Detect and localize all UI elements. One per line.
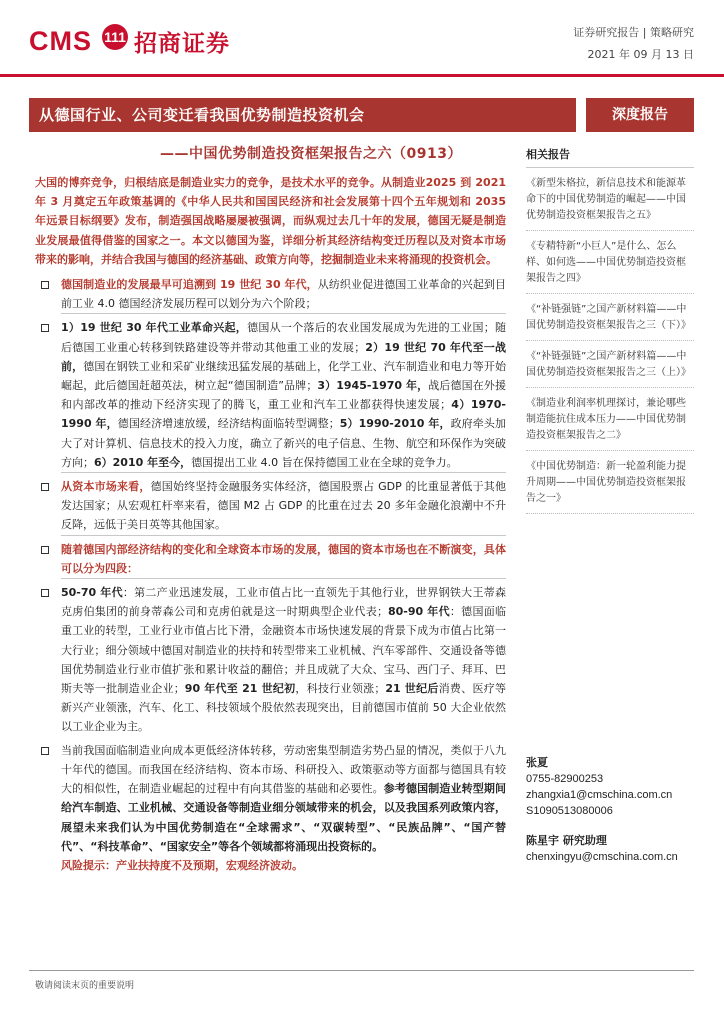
stage-5-text: 政府牵头加大了对计算机、信息技术的投入力度，确立了新兴的电子信息、生物、航空和环保作为突破方向； — [61, 417, 506, 469]
header-divider — [0, 74, 724, 77]
bullet-square-icon — [41, 589, 49, 597]
sidebar-heading: 相关报告 — [526, 147, 694, 168]
analyst-2-email[interactable]: chenxingyu@cmschina.com.cn — [526, 851, 678, 863]
title-band — [29, 98, 576, 132]
period-4-text: 消费、医疗等新兴产业领涨，汽车、化工、科技领域个股依然表现突出，目前德国市值前 50 大企业依然以工业企业为主。 — [61, 682, 507, 734]
divider — [61, 535, 506, 536]
header-meta — [573, 22, 694, 66]
stage-4-text: 德国经济增速放缓，经济结构面临转型调整； — [117, 417, 340, 431]
stage-1-label: 1）19 世纪 30 年代工业革命兴起， — [61, 321, 248, 335]
report-type: 证券研究报告 | 策略研究 — [573, 26, 694, 39]
bullet-history — [35, 275, 506, 313]
related-report-link[interactable]: 《新型朱格拉，新信息技术和能源革命下的中国优势制造的崛起——中国优势制造投资框架报告之五》 — [526, 176, 694, 231]
bullet-square-icon — [41, 546, 49, 554]
bullet-stages — [35, 318, 506, 472]
period-2-label: 80-90 年代 — [388, 605, 450, 619]
analyst-1-name: 张夏 — [526, 756, 548, 769]
divider — [61, 472, 506, 473]
stage-3-label: 3）1945-1970 年， — [317, 379, 429, 393]
analyst-info — [526, 755, 694, 865]
outlook-highlight: 参考德国制造业转型期间给汽车制造、工业机械、交通设备等制造业细分领域带来的机会，以及我国系列政策内容，展望未来我们认为中国优势制造在“全球需求”、“双碳转型”、“民族品牌”、“国产替代”、“科技革命”、“国家安全”等各个领域都将涌现出投资标的。 — [61, 782, 506, 853]
bullet-periods — [35, 583, 506, 737]
divider — [61, 578, 506, 579]
bullet-square-icon — [41, 324, 49, 332]
stage-3-text: 战后德国在外援和内部改革的推动下经济实现了的腾飞，重工业和汽车工业都获得快速发展； — [61, 379, 507, 412]
related-report-link[interactable]: 《中国优势制造：新一轮盈利能力提升周期——中国优势制造投资框架报告之一》 — [526, 459, 694, 514]
logo-company-name: 招商证券 — [134, 31, 230, 57]
risk-warning: 风险提示：产业扶持度不及预期，宏观经济波动。 — [61, 858, 303, 872]
main-column — [35, 173, 506, 875]
analyst-2-name: 陈星宇 研究助理 — [526, 834, 607, 847]
analyst-1-phone: 0755-82900253 — [526, 773, 604, 785]
stage-6-text: 德国提出工业 4.0 旨在保持德国工业在全球的竞争力。 — [191, 455, 458, 469]
stage-1-text: 德国从一个落后的农业国发展成为先进的工业国；随后德国工业重心转移到铁路建设等并带动其他重工业的发展； — [61, 321, 507, 354]
logo-emblem-icon: 111 — [102, 24, 128, 50]
bullet-square-icon — [41, 281, 49, 289]
logo-cms: CMS — [29, 26, 92, 56]
report-title: 从德国行业、公司变迁看我国优势制造投资机会 — [39, 106, 365, 124]
period-1-label: 50-70 年代 — [61, 586, 123, 600]
bullet-outlook — [35, 741, 506, 875]
stage-4-label: 4）1970-1990 年， — [61, 398, 507, 431]
related-report-link[interactable]: 《“补链强链”之国产新材料篇——中国优势制造投资框架报告之三（上）》 — [526, 349, 694, 388]
bullet-text: 从纺织业促进德国工业革命的兴起到目前工业 4.0 德国经济发展历程可以划分为六个阶段； — [61, 278, 507, 311]
bullet-lead: 德国制造业的发展最早可追溯到 19 世纪 30 年代， — [61, 278, 318, 292]
bullet-square-icon — [41, 483, 49, 491]
analyst-1-email[interactable]: zhangxia1@cmschina.com.cn — [526, 789, 673, 801]
report-date: 2021 年 09 月 13 日 — [587, 48, 694, 61]
sidebar-related-reports — [526, 147, 694, 514]
bullet-text: 随着德国内部经济结构的变化和全球资本市场的发展，德国的资本市场也在不断演变，具体可以分为四段： — [61, 542, 506, 575]
report-subtitle: ——中国优势制造投资框架报告之六（0913） — [160, 146, 462, 162]
outlook-text: 当前我国面临制造业向成本更低经济体转移，劳动密集型制造劣势凸显的情况，类似于八九十年代的德国。而我国在经济结构、资本市场、科研投入、政策驱动等方面都与德国具有较大的相似性，在制造业崛起的过程中有向其借鉴的基础和必要性。 — [61, 743, 506, 796]
stage-2-text: 德国在钢铁工业和采矿业继续迅猛发展的基础上，化学工业、汽车制造业和电力等开始崛起，此后德国赶超英法，树立起“德国制造”品牌； — [61, 359, 507, 393]
bullet-capital-market — [35, 477, 506, 535]
period-3-label: 90 年代至 21 世纪初 — [184, 682, 296, 696]
bullet-lead: 从资本市场来看， — [61, 480, 151, 494]
bullet-text: 德国始终坚持金融服务实体经济，德国股票占 GDP 的比重显著低于其他发达国家；从宏观杠杆率来看，德国 M2 占 GDP 的比重在过去 20 多年金融化浪潮中不升反降，远低于美日英等其他国家。 — [61, 480, 507, 532]
bullet-square-icon — [41, 747, 49, 755]
footer-divider — [29, 970, 694, 971]
bullet-evolution — [35, 540, 506, 578]
related-report-link[interactable]: 《制造业利润率机理探讨，兼论哪些制造能抗住成本压力——中国优势制造投资框架报告之二》 — [526, 396, 694, 451]
analyst-1-cert: S1090513080006 — [526, 805, 613, 817]
stage-2-label: 2）19 世纪 70 年代至一战前， — [61, 340, 507, 373]
report-tag: 深度报告 — [586, 98, 694, 132]
period-2-text: ：德国面临重工业的转型，工业行业市值占比下滑，金融资本市场快速发展的背景下成为市值占比第一大行业；细分领域中德国对制造业的扶持和转型带来工业机械、汽车零部件、交通设备等德国优势制造业行业市值扩张和累计收益的翻倍；并且成就了大众、宝马、西门子、拜耳、巴斯夫等一批制造业企业； — [61, 605, 507, 696]
footer-note: 敬请阅读末页的重要说明 — [35, 981, 135, 991]
period-4-label: 21 世纪后 — [385, 682, 439, 696]
stage-6-label: 6）2010 年至今， — [94, 455, 192, 469]
related-report-link[interactable]: 《专精特新“小巨人”是什么、怎么样、如何选——中国优势制造投资框架报告之四》 — [526, 239, 694, 294]
period-1-text: ：第二产业迅速发展，工业市值占比一直领先于其他行业，世界钢铁大王蒂森克虏伯集团的前身蒂森公司和克虏伯就是这一时期典型企业代表； — [61, 586, 506, 619]
divider — [61, 313, 506, 314]
period-3-text: ，科技行业领涨； — [295, 682, 386, 696]
intro-summary: 大国的博弈竞争，归根结底是制造业实力的竞争，是技术水平的竞争。从制造业2025 到 2021 年 3 月奠定五年政策基调的《中华人民共和国国民经济和社会发展第十四个五年规划和 2035 年远景目标纲要》发布，制造强国战略屡屡被强调，而纵观过去几十年的发展，德国无疑是制造业发展最值得借鉴的国家之一。本文以德国为鉴，详细分析其经济结构变迁历程以及对资本市场带来的影响，并结合我国与德国的经济基础、政策方向等，挖掘制造业未来将涌现的投资机会。 — [35, 176, 506, 266]
related-report-link[interactable]: 《“补链强链”之国产新材料篇——中国优势制造投资框架报告之三（下）》 — [526, 302, 694, 341]
stage-5-label: 5）1990-2010 年， — [339, 417, 451, 431]
